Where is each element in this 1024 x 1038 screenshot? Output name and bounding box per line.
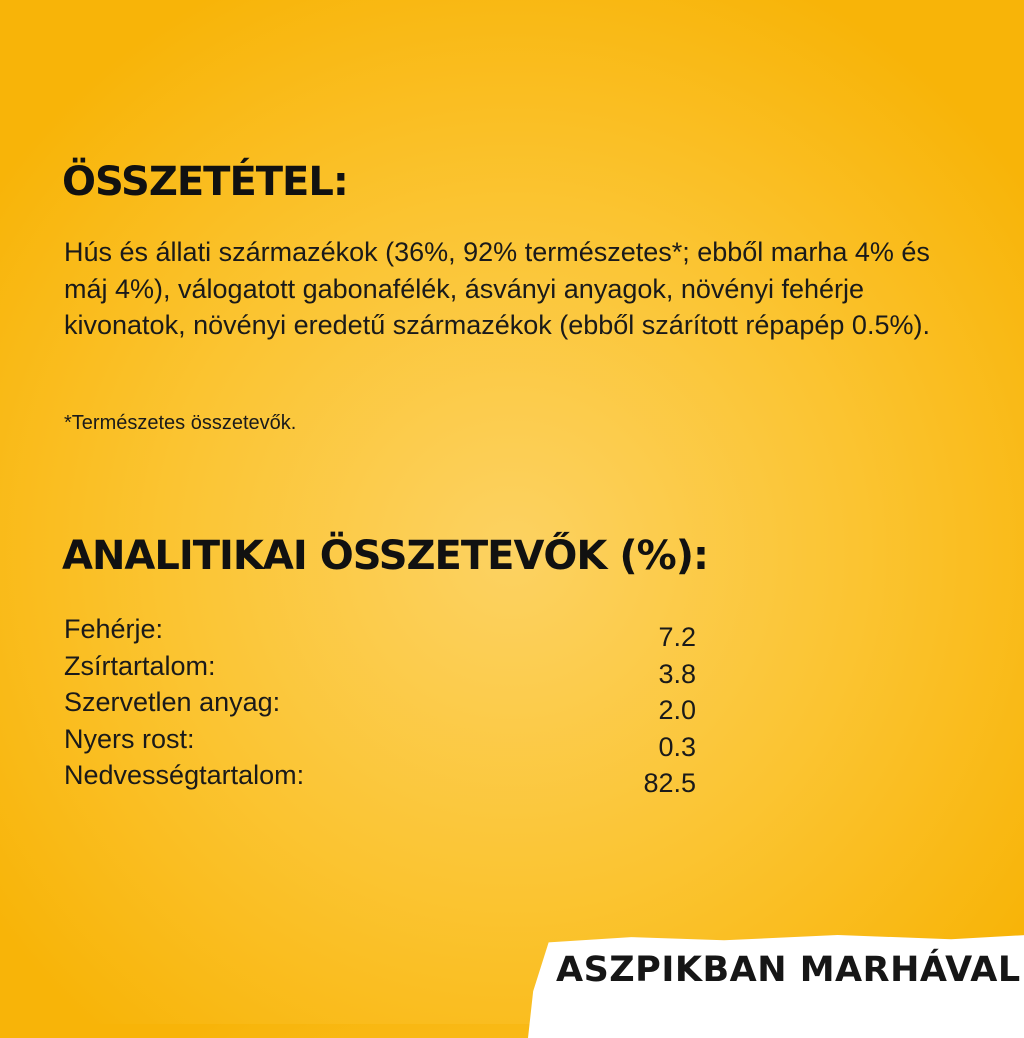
flavor-badge-text: ASZPIKBAN MARHÁVAL <box>556 950 1021 990</box>
composition-title: ÖSSZETÉTEL: <box>62 159 348 205</box>
analysis-row-fat <box>64 651 696 688</box>
analysis-label: Szervetlen anyag: <box>64 687 281 717</box>
analysis-row-fibre <box>64 724 696 761</box>
analysis-value: 0.3 <box>658 731 696 762</box>
analysis-value: 82.5 <box>643 768 696 798</box>
analysis-value: 3.8 <box>658 658 696 689</box>
analysis-row-protein <box>64 614 696 651</box>
analysis-row-ash <box>64 687 696 724</box>
analysis-title: ANALITIKAI ÖSSZETEVŐK (%): <box>62 533 708 579</box>
analysis-label: Nyers rost: <box>64 723 195 754</box>
analysis-value: 7.2 <box>658 622 696 652</box>
composition-text: Hús és állati származékok (36%, 92% természetes*; ebből marha 4% és máj 4%), válogatott gabonafélék, ásványi anyagok, növényi fehérje kivonatok, növényi eredetű származékok (ebből szárított répapép 0.5%). <box>64 237 930 340</box>
analysis-row-moisture <box>64 760 696 797</box>
analysis-label: Zsírtartalom: <box>64 650 216 681</box>
analysis-label: Nedvességtartalom: <box>64 760 305 790</box>
analysis-value: 2.0 <box>658 695 696 725</box>
analysis-label: Fehérje: <box>64 614 164 644</box>
analysis-table <box>64 614 696 797</box>
footnote: *Természetes összetevők. <box>64 412 297 434</box>
